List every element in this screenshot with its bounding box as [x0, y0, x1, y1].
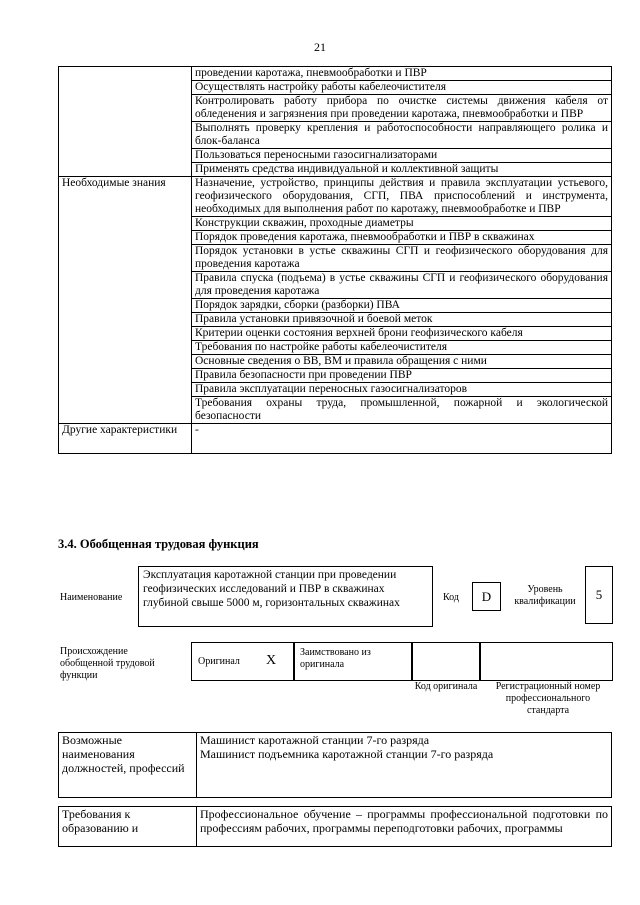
function-name-box: Эксплуатация каротажной станции при проведении геофизических исследований и ПВР в скважинах глубиной свыше 5000 м, горизонтальных скважинах	[138, 566, 433, 627]
other-characteristics-label: Другие характеристики	[59, 424, 192, 454]
knowledge-row: Правила эксплуатации переносных газосигнализаторов	[192, 383, 612, 397]
borrowed-label: Заимствовано из оригинала	[294, 642, 412, 681]
position-item: Машинист подъемника каротажной станции 7-го разряда	[200, 747, 494, 761]
skill-row: Пользоваться переносными газосигнализаторами	[192, 149, 612, 163]
positions-cell	[197, 733, 612, 798]
knowledge-row: Правила спуска (подъема) в устье скважины СГП и геофизического оборудования для проведения каротажа	[192, 272, 612, 299]
section-title: 3.4. Обобщенная трудовая функция	[58, 537, 259, 551]
knowledge-label: Необходимые знания	[59, 177, 192, 424]
code-original-caption: Код оригинала	[414, 681, 478, 692]
knowledge-row: Порядок проведения каротажа, пневмообработки и ПВР в скважинах	[192, 231, 612, 245]
knowledge-row: Порядок зарядки, сборки (разборки) ПВА	[192, 299, 612, 313]
positions-table	[58, 732, 612, 798]
skill-row: Применять средства индивидуальной и коллективной защиты	[192, 163, 612, 177]
skills-label-cell	[59, 67, 192, 177]
positions-label: Возможные наименования должностей, профессий	[59, 733, 197, 798]
skill-row: Осуществлять настройку работы кабелеочистителя	[192, 81, 612, 95]
page-number: 21	[314, 40, 326, 54]
level-label: Уровень квалификации	[514, 584, 576, 607]
reg-number-cell	[480, 642, 613, 681]
knowledge-row: Порядок установки в устье скважины СГП и геофизического оборудования для проведения каротажа	[192, 245, 612, 272]
knowledge-row: Основные сведения о ВВ, ВМ и правила обращения с ними	[192, 355, 612, 369]
original-code-cell	[412, 642, 480, 681]
other-characteristics-value: -	[192, 424, 612, 454]
knowledge-row: Правила установки привязочной и боевой меток	[192, 313, 612, 327]
skill-row: Контролировать работу прибора по очистке системы движения кабеля от обледенения и загрязнения при проведении каротажа, пневмообработки и ПВР	[192, 95, 612, 122]
original-mark: X	[266, 653, 277, 668]
education-label: Требования к образованию и	[59, 807, 197, 847]
code-value: D	[472, 582, 501, 611]
level-value: 5	[585, 566, 613, 624]
knowledge-row: Критерии оценки состояния верхней брони геофизического кабеля	[192, 327, 612, 341]
education-value: Профессиональное обучение – программы профессиональной подготовки по профессиям рабочих, программы переподготовки рабочих, программы	[197, 807, 612, 847]
knowledge-row: Требования по настройке работы кабелеочистителя	[192, 341, 612, 355]
skill-row: Выполнять проверку крепления и работоспособности направляющего ролика и блок-баланса	[192, 122, 612, 149]
knowledge-row: Назначение, устройство, принципы действия и правила эксплуатации устьевого, геофизического оборудования, СГП, ПВА приспособлений и инструмента, необходимых для выполнения работ по каротажу, пневмообработке и ПВР	[192, 177, 612, 217]
position-item: Машинист каротажной станции 7-го разряда	[200, 733, 430, 747]
code-label: Код	[443, 592, 459, 603]
knowledge-row: Правила безопасности при проведении ПВР	[192, 369, 612, 383]
knowledge-row: Конструкции скважин, проходные диаметры	[192, 217, 612, 231]
skills-knowledge-table	[58, 66, 612, 454]
origin-label: Происхождение обобщенной трудовой функции	[60, 646, 155, 681]
knowledge-row: Требования охраны труда, промышленной, пожарной и экологической безопасности	[192, 397, 612, 424]
reg-number-caption: Регистрационный номер профессионального стандарта	[495, 681, 601, 716]
skill-row: проведении каротажа, пневмообработки и ПВР	[192, 67, 612, 81]
original-label: Оригинал	[198, 656, 240, 667]
education-table	[58, 806, 612, 847]
name-label: Наименование	[60, 592, 123, 603]
